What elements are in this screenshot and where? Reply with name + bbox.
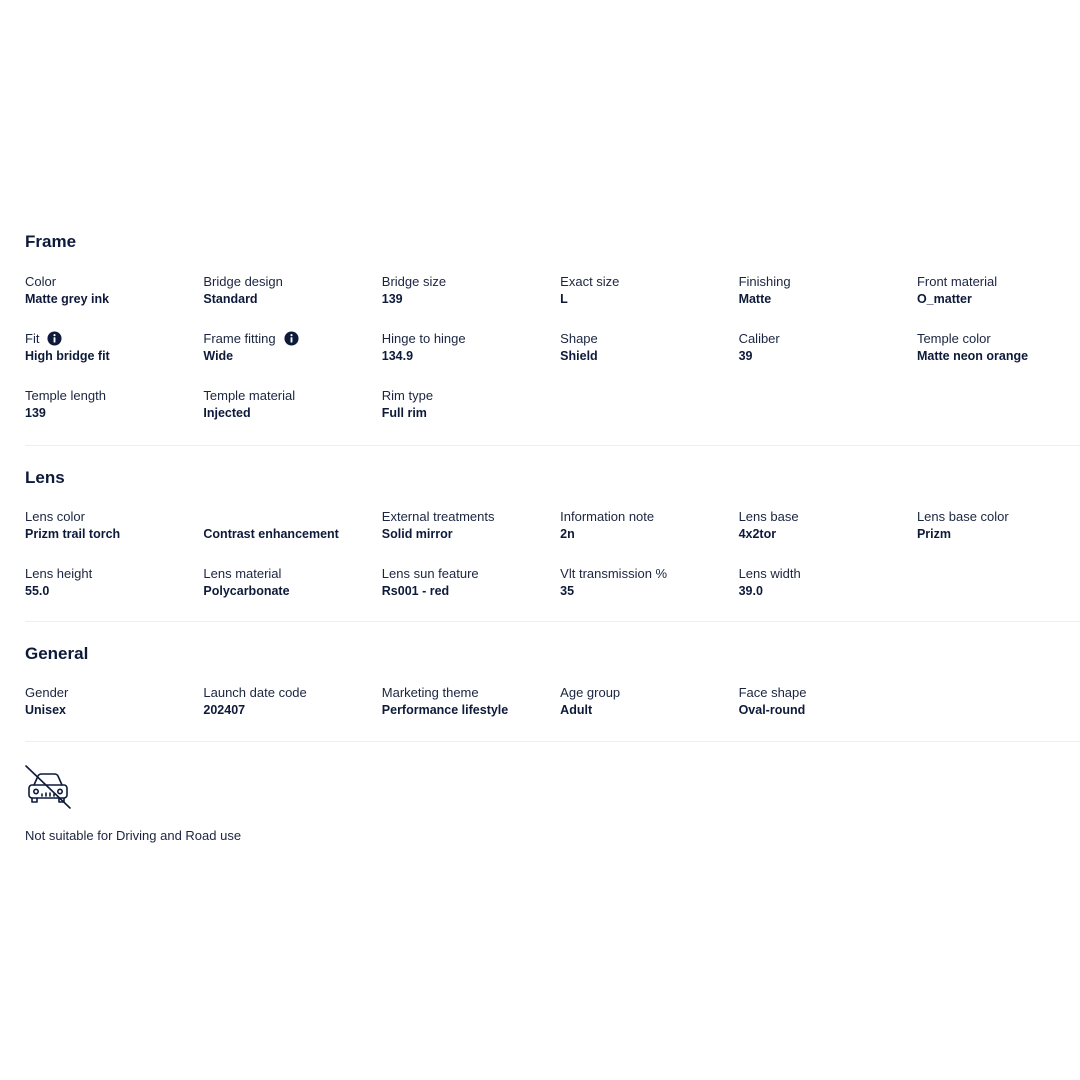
spec-value: High bridge fit	[25, 349, 110, 363]
divider	[25, 741, 1080, 742]
spec-label-text: Shape	[560, 331, 598, 346]
spec-label-text: Age group	[560, 685, 621, 700]
spec-value: Matte grey ink	[25, 292, 110, 306]
spec-label-text: Color	[25, 274, 57, 289]
spec-label-text: Temple material	[203, 388, 296, 403]
spec-value: Adult	[560, 703, 593, 717]
info-icon[interactable]	[47, 331, 62, 346]
spec-item	[739, 330, 917, 387]
spec-label	[382, 273, 560, 291]
spec-item	[560, 508, 738, 565]
section-title-frame: Frame	[25, 232, 77, 251]
spec-item	[382, 565, 560, 622]
spec-item	[25, 565, 203, 622]
spec-value: 139	[25, 406, 46, 420]
spec-item	[203, 565, 381, 622]
spec-label-text: Lens base	[738, 509, 799, 524]
spec-label-text: Launch date code	[203, 685, 307, 700]
spec-label-text: Front material	[916, 274, 998, 289]
spec-label	[25, 508, 203, 526]
spec-value: Performance lifestyle	[381, 703, 509, 717]
lens-spec-grid	[25, 508, 1080, 622]
spec-item	[25, 330, 203, 387]
spec-item	[560, 684, 738, 741]
spec-label	[382, 684, 560, 702]
info-icon[interactable]	[284, 331, 299, 346]
spec-label-text: External treatments	[381, 509, 495, 524]
spec-label-text: Finishing	[738, 274, 791, 289]
spec-value: Shield	[560, 349, 598, 363]
spec-label	[203, 684, 381, 702]
spec-label-text: Lens sun feature	[381, 566, 479, 581]
spec-value: 35	[560, 584, 575, 598]
spec-label	[25, 387, 203, 405]
spec-item	[203, 508, 381, 565]
spec-label	[203, 273, 381, 291]
spec-item	[560, 565, 738, 622]
spec-item	[560, 330, 738, 387]
spec-item	[25, 387, 203, 444]
section-title-lens: Lens	[25, 468, 65, 487]
spec-value: 202407	[203, 703, 246, 717]
spec-label-text: Lens color	[25, 509, 85, 524]
spec-label	[25, 273, 203, 291]
spec-label-text: Rim type	[381, 388, 434, 403]
spec-label-text: Lens base color	[916, 509, 1009, 524]
divider	[25, 445, 1080, 446]
spec-label	[203, 330, 381, 348]
spec-value: Contrast enhancement	[203, 527, 339, 541]
spec-label	[382, 508, 560, 526]
spec-label	[739, 684, 917, 702]
spec-item	[382, 330, 560, 387]
divider	[25, 621, 1080, 622]
spec-value: Polycarbonate	[203, 584, 290, 598]
spec-value: Unisex	[25, 703, 66, 717]
spec-label	[560, 273, 738, 291]
spec-value: Full rim	[381, 406, 427, 420]
spec-value: 134.9	[381, 349, 414, 363]
spec-value: Oval-round	[738, 703, 806, 717]
spec-value: O_matter	[916, 292, 972, 306]
driving-warning-text: Not suitable for Driving and Road use	[25, 828, 242, 843]
spec-value: Prizm trail torch	[25, 527, 121, 541]
spec-item	[739, 684, 917, 741]
spec-value: Prizm	[916, 527, 951, 541]
spec-value: 139	[381, 292, 403, 306]
spec-label-text: Lens material	[203, 566, 282, 581]
spec-value: 4x2tor	[738, 527, 777, 541]
spec-label	[560, 684, 738, 702]
spec-label-text: Lens height	[25, 566, 93, 581]
spec-label-text: Vlt transmission %	[560, 566, 668, 581]
spec-label-text: Bridge size	[381, 274, 447, 289]
spec-item	[25, 273, 203, 330]
spec-label	[560, 330, 738, 348]
spec-item	[203, 273, 381, 330]
spec-label	[382, 387, 560, 405]
spec-label-text: Temple color	[916, 331, 991, 346]
spec-item	[25, 684, 203, 741]
spec-label	[203, 565, 381, 583]
spec-item	[917, 330, 1080, 387]
spec-item	[382, 273, 560, 330]
spec-value: 39.0	[738, 584, 763, 598]
spec-value: Injected	[203, 406, 251, 420]
spec-value: Standard	[203, 292, 258, 306]
spec-item	[917, 508, 1080, 565]
spec-item	[917, 273, 1080, 330]
spec-label	[203, 508, 381, 526]
spec-label	[917, 273, 1080, 291]
spec-item	[203, 330, 381, 387]
spec-value: 55.0	[25, 584, 50, 598]
spec-label	[739, 273, 917, 291]
spec-label	[382, 565, 560, 583]
spec-value: Wide	[203, 349, 234, 363]
spec-item	[739, 273, 917, 330]
spec-value: Solid mirror	[381, 527, 453, 541]
no-driving-car-icon	[25, 765, 71, 809]
spec-label	[917, 508, 1080, 526]
spec-label-text: Hinge to hinge	[381, 331, 466, 346]
spec-label-text: Marketing theme	[381, 685, 479, 700]
spec-value: 39	[738, 349, 753, 363]
spec-label	[560, 508, 738, 526]
spec-label-text: Gender	[25, 685, 69, 700]
spec-label-text: Temple length	[25, 388, 106, 403]
spec-item	[382, 508, 560, 565]
spec-item	[560, 273, 738, 330]
spec-label-text: Face shape	[738, 685, 807, 700]
spec-item	[203, 387, 381, 444]
spec-label-text: Lens width	[738, 566, 801, 581]
spec-label-text: Caliber	[738, 331, 780, 346]
spec-label	[917, 330, 1080, 348]
spec-label	[25, 330, 203, 348]
spec-label	[739, 508, 917, 526]
spec-label	[739, 330, 917, 348]
spec-label	[560, 565, 738, 583]
frame-spec-grid	[25, 273, 1080, 444]
spec-label-text: Bridge design	[203, 274, 283, 289]
spec-label	[203, 387, 381, 405]
spec-label-text: Exact size	[560, 274, 620, 289]
spec-label-text: Frame fitting	[203, 331, 276, 346]
spec-label	[25, 684, 203, 702]
general-spec-grid	[25, 684, 1080, 741]
spec-label	[25, 565, 203, 583]
spec-value: Matte	[738, 292, 772, 306]
spec-label	[739, 565, 917, 583]
spec-value: 2n	[560, 527, 575, 541]
spec-value: Rs001 - red	[381, 584, 450, 598]
spec-label	[382, 330, 560, 348]
spec-item	[382, 684, 560, 741]
spec-item	[739, 565, 917, 622]
spec-item	[203, 684, 381, 741]
spec-item	[739, 508, 917, 565]
spec-value: Matte neon orange	[916, 349, 1029, 363]
spec-label-text: Fit	[25, 331, 40, 346]
spec-value: L	[560, 292, 568, 306]
section-title-general: General	[25, 644, 89, 663]
spec-label-text: Information note	[560, 509, 655, 524]
spec-item	[25, 508, 203, 565]
spec-item	[382, 387, 560, 444]
